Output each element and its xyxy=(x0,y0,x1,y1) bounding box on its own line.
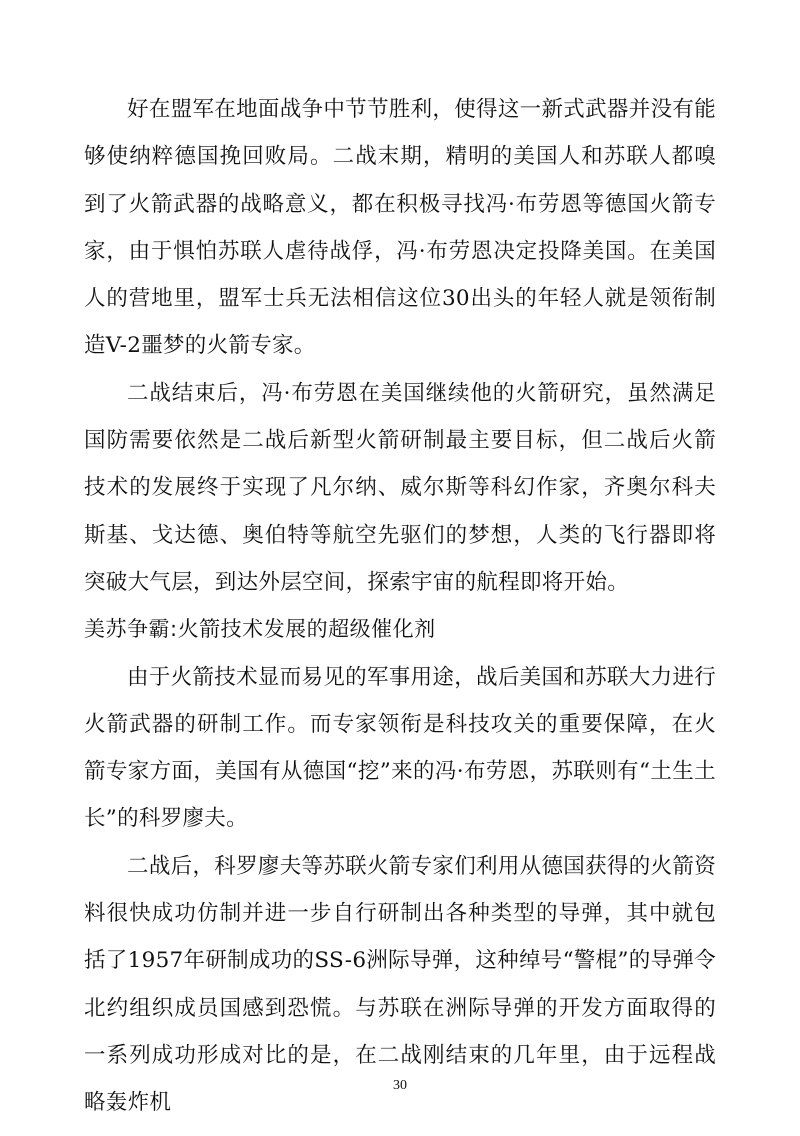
paragraph-rocket-weapons: 由于火箭技术显而易见的军事用途，战后美国和苏联大力进行火箭武器的研制工作。而专家领衔是科技攻关的重要保障，在火箭专家方面，美国有从德国“挖”来的冯·布劳恩，苏联则有“土生土长”的科罗廖夫。 xyxy=(84,664,716,832)
paragraph-post-war-research: 二战结束后，冯·布劳恩在美国继续他的火箭研究，虽然满足国防需要依然是二战后新型火箭研制最主要目标，但二战后火箭技术的发展终于实现了凡尔纳、威尔斯等科幻作家，齐奥尔科夫斯基、戈达德、奥伯特等航空先驱们的梦想，人类的飞行器即将突破大气层，到达外层空间，探索宇宙的航程即将开始。 xyxy=(84,380,716,595)
document-page xyxy=(84,86,716,1127)
page-number: 30 xyxy=(393,1078,407,1093)
paragraph-korolev: 二战后，科罗廖夫等苏联火箭专家们利用从德国获得的火箭资料很快成功仿制并进一步自行研制出各种类型的导弹，其中就包括了1957年研制成功的SS-6洲际导弹，这种绰号“警棍”的导弹令北约组织成员国感到恐慌。与苏联在洲际导弹的开发方面取得的一系列成功形成对比的是，在二战刚结束的几年里，由于远程战略轰炸机 xyxy=(84,853,716,1116)
paragraph-allied-victory: 好在盟军在地面战争中节节胜利，使得这一新式武器并没有能够使纳粹德国挽回败局。二战末期，精明的美国人和苏联人都嗅到了火箭武器的战略意义，都在积极寻找冯·布劳恩等德国火箭专家，由于惧怕苏联人虐待战俘，冯·布劳恩决定投降美国。在美国人的营地里，盟军士兵无法相信这位30出头的年轻人就是领衔制造V-2噩梦的火箭专家。 xyxy=(84,97,716,359)
section-heading: 美苏争霸:火箭技术发展的超级催化剂 xyxy=(84,617,436,642)
